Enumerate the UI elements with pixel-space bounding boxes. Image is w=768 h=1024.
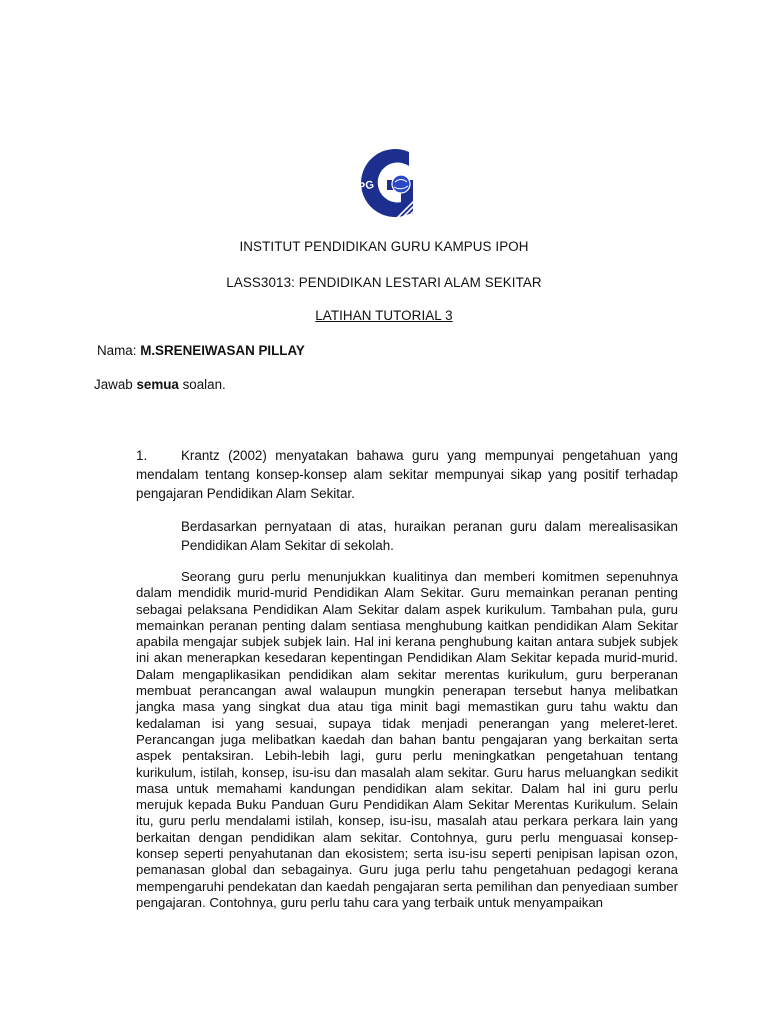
instruction-prefix: Jawab bbox=[94, 377, 137, 392]
ipg-logo bbox=[349, 144, 419, 222]
student-label: Nama: bbox=[97, 343, 137, 358]
question-text: Krantz (2002) menyatakan bahawa guru yang mempunyai pengetahuan yang mendalam tentang konsep-konsep alam sekitar mempunyai sikap yang positif terhadap pengajaran Pendidikan Alam Sekitar. bbox=[136, 448, 678, 501]
question-number: 1. bbox=[136, 448, 148, 463]
question-task: Berdasarkan pernyataan di atas, huraikan peranan guru dalam merealisasikan Pendidikan Alam Sekitar di sekolah. bbox=[181, 519, 678, 553]
instruction-line bbox=[94, 377, 226, 392]
tutorial-title-wrap bbox=[0, 308, 768, 323]
logo-text: IPG bbox=[354, 178, 375, 194]
instruction-suffix: soalan. bbox=[178, 377, 226, 392]
tutorial-title: LATIHAN TUTORIAL 3 bbox=[315, 308, 453, 323]
instruction-emphasis: semua bbox=[136, 377, 179, 392]
institution-heading: INSTITUT PENDIDIKAN GURU KAMPUS IPOH bbox=[239, 239, 529, 254]
student-name-line bbox=[97, 343, 305, 358]
course-heading: LASS3013: PENDIDIKAN LESTARI ALAM SEKITAR bbox=[226, 275, 542, 290]
answer-paragraph: Seorang guru perlu menunjukkan kualitinya dan memberi komitmen sepenuhnya dalam mendidik murid-murid Pendidikan Alam Sekitar. Guru memainkan peranan penting sebagai pelaksana Pendidikan Alam Sekitar dalam aspek kurikulum. Tambahan pula, guru memainkan peranan penting dalam sentiasa menghubung kaitkan pendidikan Alam Sekitar apabila mengajar subjek subjek lain. Hal ini kerana penghubung kaitan antara subjek subjek ini akan menerapkan kesedaran kepentingan Pendidikan Alam Sekitar kepada murid-murid. Dalam mengaplikasikan pendidikan alam sekitar merentas kurikulum, guru berperanan membuat perancangan awal walaupun mungkin penerapan tersebut hanya melibatkan jangka masa yang singkat dua atau tiga minit bagi memastikan guru tahu waktu dan kedalaman isi yang sesuai, supaya tidak menjadi penerangan yang meleret-leret. Perancangan juga melibatkan kaedah dan bahan bantu pengajaran yang berkaitan serta aspek pentaksiran. Lebih-lebih lagi, guru perlu meningkatkan pengetahuan tentang kurikulum, istilah, konsep, isu-isu dan masalah alam sekitar. Guru harus meluangkan sedikit masa untuk memahami kandungan pendidikan alam sekitar. Dalam hal ini guru perlu merujuk kepada Buku Panduan Guru Pendidikan Alam Sekitar Merentas Kurikulum. Selain itu, guru perlu mendalami istilah, konsep, isu-isu, masalah atau perkara perkara lain yang berkaitan dengan pendidikan alam sekitar. Contohnya, guru perlu menguasai konsep-konsep seperti penyahutanan dan ekosistem; serta isu-isu seperti penipisan lapisan ozon, pemanasan global dan sebagainya. Guru juga perlu tahu pengetahuan pedagogi kerana mempengaruhi pendekatan dan kaedah pengajaran serta pemilihan dan penyediaan sumber pengajaran. Contohnya, guru perlu tahu cara yang terbaik untuk menyampaikan bbox=[136, 569, 678, 910]
student-name: M.SRENEIWASAN PILLAY bbox=[140, 343, 305, 358]
question-1 bbox=[136, 446, 678, 503]
